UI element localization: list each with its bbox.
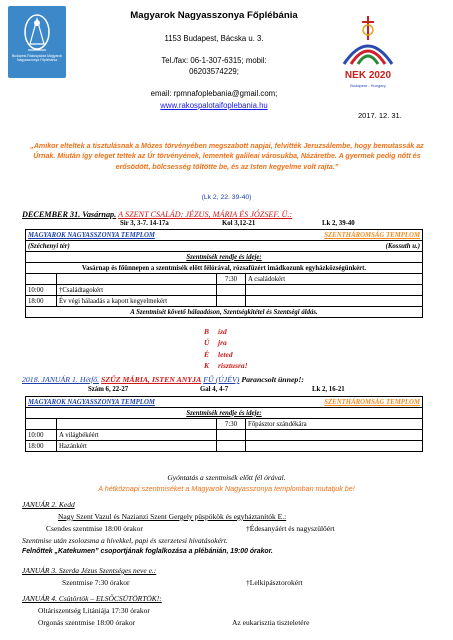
email: email: rpmnafoplebania@gmail.com;: [150, 89, 278, 98]
day2-reading-1: Szám 6, 22-27: [88, 386, 129, 393]
jan4-mass: Orgonás szentmise 18:00 órakor: [38, 618, 136, 627]
gospel-reference: (Lk 2, 22. 39-40): [201, 194, 252, 201]
jan2-bold-note: Felnőttek „Katekumen” csoportjának foglalkozása a plébánián, 19:00 órakor.: [22, 548, 273, 555]
day2-feast-tail: Parancsolt ünnep!:: [241, 375, 304, 384]
table-row: 18:00 Év végi hálaadás a kapott kegyelmekért: [26, 296, 423, 307]
jan3-intent: †Lelkipásztorokért: [246, 578, 303, 587]
day1-schedule-table: [25, 229, 423, 318]
nek-logo-text: NEK 2020: [344, 70, 392, 81]
day2-reading-3: Lk 2, 16-21: [312, 386, 345, 393]
day1-church1-place: (Széchenyi tér): [26, 241, 217, 252]
phone: Tel./fax: 06-1-307-6315; mobil:: [161, 56, 267, 65]
day2-schedule-table: [25, 396, 423, 452]
confession-note: Gyóntatás a szentmisék előtt fél órával.: [167, 473, 286, 482]
jan2-title: JANUÁR 2. Kedd: [22, 500, 75, 509]
mobile: 06203574229;: [189, 67, 239, 76]
table-row: 10:00 A világbékéért: [26, 430, 423, 441]
day1-church2-place: (Kossuth u.): [217, 241, 423, 252]
address: 1153 Budapest, Bácska u. 3.: [164, 34, 264, 43]
day2-schedule-header: Szentmisék rendje és ideje:: [26, 408, 423, 419]
day1-schedule-header: Szentmisék rendje és ideje:: [26, 252, 423, 263]
logo-text: Budapest-Rákospalota Magyarok Nagyasszonya Főplébánia: [11, 54, 63, 63]
nek-logo-sub: Budapest - Hungary: [350, 83, 386, 88]
page-title: Magyarok Nagyasszonya Főplébánia: [130, 10, 298, 21]
day1-date: DECEMBER 31. Vasárnap.: [22, 210, 117, 219]
happy-new-year-acrostic: B ízd Ú jra É leted K risztusra!: [204, 327, 248, 371]
day1-church2: SZENTHÁROMSÁG TEMPLOM: [217, 230, 423, 241]
jan2-intent: †Édesanyáért és nagyszülőért: [246, 524, 335, 533]
day1-reading-1: Sir 3, 3-7. 14-17a: [120, 220, 169, 227]
nek-logo: [338, 14, 398, 94]
day1-church1: MAGYAROK NAGYASSZONYA TEMPLOM: [26, 230, 217, 241]
jan2-feast: Nagy Szent Vazul és Nazianzi Szent Gergely püspökök és egyháztanítók E.:: [58, 512, 287, 521]
jan2-note: Szentmise után zsolozsma a hívekkel, papi és szerzetesi hivatásokért.: [22, 536, 228, 545]
parish-logo: [8, 6, 66, 78]
day1-heading: [22, 210, 442, 219]
jan4-title: JANUÁR 4. Csütörtök – ELSŐCSÜTÖRTÖK!:: [22, 594, 162, 603]
gospel-quote: „Amikor elteltek a tisztulásnak a Mózes törvényében megszabott napjai, felvitték Jeruzsálembe, hogy bemutassák az Úrnak. Miután így eleget tettek az Úr törvényének, lementek galileai városukba, Názáretbe. A gyermek pedig nőtt és erősödött, bölcsesség töltötte be, és az Isten kegyelme volt rajta.”: [30, 142, 424, 171]
table-row: 7:30 A családokért: [26, 274, 423, 285]
day1-feast: A SZENT CSALÁD: JÉZUS, MÁRIA ÉS JÓZSEF. Ü.:: [118, 210, 293, 219]
table-row: 18:00 Hazánkért: [26, 441, 423, 452]
day2-date: 2018. JANUÁR 1. Hétfő.: [22, 375, 100, 384]
table-row: 7:30 Főpásztor szándékára: [26, 419, 423, 430]
day2-heading: [22, 375, 452, 384]
website-link[interactable]: www.rakospalotaifoplebania.hu: [160, 101, 268, 110]
weekday-note: A hétköznapi szentmiséket a Magyarok Nagyasszonya templomban mutatjuk be!: [98, 484, 355, 493]
bulletin-date: 2017. 12. 31.: [358, 111, 402, 120]
day1-reading-2: Kol 3,12-21: [222, 220, 256, 227]
day1-footer: A Szentmisét követő hálaadáson, Szentségkitétel és Szentségi áldás.: [26, 307, 423, 318]
day1-sunday-note: Vasárnap és főünnepen a szentmisék előtt félórával, rózsafüzért imádkozunk egyházközségünkért.: [26, 263, 423, 274]
jan3-mass: Szentmise 7:30 órakor: [62, 578, 130, 587]
day2-reading-2: Gal 4, 4-7: [200, 386, 229, 393]
jan4-litany: Oltáriszentség Litániája 17:30 órakor: [38, 606, 150, 615]
day2-feast-suffix: FŰ (ÚJÉV): [203, 375, 240, 384]
day2-church1: MAGYAROK NAGYASSZONYA TEMPLOM: [26, 397, 217, 408]
table-row: 10:00 †Családtagokért: [26, 285, 423, 296]
jan4-intent: Az eukarisztia tiszteletére: [232, 618, 310, 627]
day1-reading-3: Lk 2, 39-40: [322, 220, 355, 227]
day2-church2: SZENTHÁROMSÁG TEMPLOM: [217, 397, 423, 408]
day2-feast: SZŰZ MÁRIA, ISTEN ANYJA: [101, 375, 202, 384]
jan3-title: JANUÁR 3. Szerda Jézus Szentséges neve e.:: [22, 566, 157, 575]
jan2-mass: Csendes szentmise 18:00 órakor: [46, 524, 143, 533]
